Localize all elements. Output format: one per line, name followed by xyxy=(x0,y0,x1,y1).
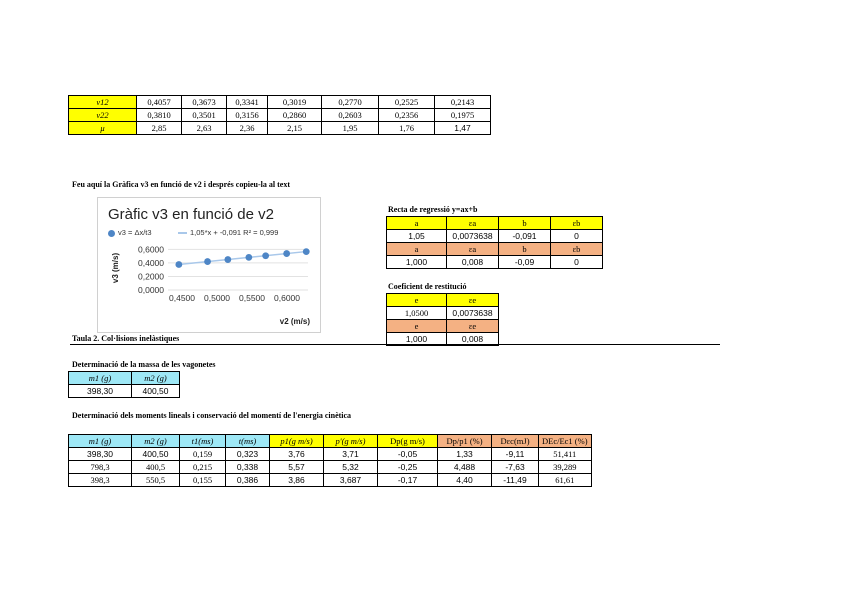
table-cell[interactable]: 0,2356 xyxy=(379,109,435,122)
mass-table xyxy=(68,371,180,398)
table-cell[interactable]: 0,3673 xyxy=(182,96,227,109)
table-cell[interactable]: 0,3019 xyxy=(268,96,322,109)
table-cell[interactable]: 0,2143 xyxy=(435,96,491,109)
table-row xyxy=(387,230,603,243)
column-header: t(ms) xyxy=(226,435,270,448)
moments-table xyxy=(68,434,592,487)
table-row xyxy=(69,435,592,448)
column-header: e xyxy=(387,294,447,307)
table-row xyxy=(69,448,592,461)
table-row xyxy=(69,122,491,135)
column-header: b xyxy=(499,243,551,256)
table-cell[interactable]: 398,3 xyxy=(69,474,132,487)
table-cell[interactable]: 0,1975 xyxy=(435,109,491,122)
scatter-chart[interactable] xyxy=(97,197,321,333)
table-cell[interactable]: 0,159 xyxy=(180,448,226,461)
table-cell[interactable]: 400,5 xyxy=(132,461,180,474)
row-label: μ xyxy=(69,122,137,135)
data-point xyxy=(224,256,231,263)
x-tick-label: 0,5500 xyxy=(239,293,265,303)
column-header: a xyxy=(387,243,447,256)
column-header: Dεc(mJ) xyxy=(492,435,539,448)
table-cell[interactable]: 0,2603 xyxy=(322,109,379,122)
table-cell[interactable]: 1,47 xyxy=(435,122,491,135)
table-row xyxy=(387,256,603,269)
row-label: v12 xyxy=(69,96,137,109)
regression-title: Recta de regressió y=ax+b xyxy=(388,205,478,214)
table-row xyxy=(387,294,499,307)
table-cell[interactable]: 398,30 xyxy=(69,385,132,398)
column-header: Dp/p1 (%) xyxy=(438,435,492,448)
table-cell[interactable]: 2,63 xyxy=(182,122,227,135)
table-cell[interactable]: -0,09 xyxy=(499,256,551,269)
column-header: εe xyxy=(447,320,499,333)
table-cell[interactable]: 1,000 xyxy=(387,333,447,346)
column-header: εb xyxy=(551,243,603,256)
table-row xyxy=(69,372,180,385)
y-tick-label: 0,4000 xyxy=(138,257,164,268)
table-cell[interactable]: 0 xyxy=(551,230,603,243)
table-cell[interactable]: 0,2860 xyxy=(268,109,322,122)
x-tick-label: 0,5000 xyxy=(204,293,230,303)
y-tick-label: 0,0000 xyxy=(138,285,164,295)
data-point xyxy=(262,252,269,259)
table-cell[interactable]: 0,3156 xyxy=(227,109,268,122)
chart-title: Gràfic v3 en funció de v2 xyxy=(108,206,274,223)
table-cell[interactable]: 550,5 xyxy=(132,474,180,487)
column-header: εe xyxy=(447,294,499,307)
table-cell[interactable]: 3,86 xyxy=(270,474,324,487)
data-point xyxy=(204,258,211,265)
legend-series-label: v3 = Δx/t3 xyxy=(118,228,152,237)
table-cell[interactable]: 2,15 xyxy=(268,122,322,135)
table-row xyxy=(69,96,491,109)
chart-caption: Feu aquí la Gràfica v3 en funció de v2 i després copieu-la al text xyxy=(72,180,290,189)
table-cell[interactable]: 1,05 xyxy=(387,230,447,243)
table-cell[interactable]: 0,3501 xyxy=(182,109,227,122)
legend-trend-label: 1,05*x + -0,091 R² = 0,999 xyxy=(190,228,279,237)
table-cell[interactable]: 0,3810 xyxy=(137,109,182,122)
x-tick-label: 0,4500 xyxy=(169,293,195,303)
table-row xyxy=(387,307,499,320)
velocity-table xyxy=(68,95,491,135)
table-cell[interactable]: 0,4057 xyxy=(137,96,182,109)
table-cell[interactable]: 3,687 xyxy=(324,474,378,487)
column-header: m1 (g) xyxy=(69,435,132,448)
data-point xyxy=(245,254,252,261)
plot-area xyxy=(98,198,320,332)
table-cell[interactable]: 51,411 xyxy=(539,448,592,461)
column-header: DEc/Ec1 (%) xyxy=(539,435,592,448)
table-row xyxy=(387,217,603,230)
table-cell[interactable]: 400,50 xyxy=(132,448,180,461)
x-tick-label: 0,6000 xyxy=(274,293,300,303)
column-header: m2 (g) xyxy=(132,372,180,385)
table-cell[interactable]: 398,30 xyxy=(69,448,132,461)
table-cell[interactable]: 0,2770 xyxy=(322,96,379,109)
table-cell[interactable]: 1,000 xyxy=(387,256,447,269)
table-row xyxy=(69,474,592,487)
table-cell[interactable]: -0,17 xyxy=(378,474,438,487)
x-axis-label: v2 (m/s) xyxy=(279,317,310,326)
section-divider xyxy=(70,344,720,345)
column-header: εb xyxy=(551,217,603,230)
table-cell[interactable]: 1,95 xyxy=(322,122,379,135)
table-cell[interactable]: 61,61 xyxy=(539,474,592,487)
column-header: t1(ms) xyxy=(180,435,226,448)
column-header: e xyxy=(387,320,447,333)
table-cell[interactable]: -0,05 xyxy=(378,448,438,461)
table-cell[interactable]: 0,215 xyxy=(180,461,226,474)
table-cell[interactable]: -11,49 xyxy=(492,474,539,487)
table-cell[interactable]: 400,50 xyxy=(132,385,180,398)
data-point xyxy=(283,250,290,257)
row-label: v22 xyxy=(69,109,137,122)
table-cell[interactable]: 2,85 xyxy=(137,122,182,135)
table-cell[interactable]: 5,32 xyxy=(324,461,378,474)
taula2-label: Taula 2. Col·lisions inelàstiques xyxy=(72,334,180,343)
table-cell[interactable]: 0,155 xyxy=(180,474,226,487)
column-header: Dp(g m/s) xyxy=(378,435,438,448)
table-cell[interactable]: 3,71 xyxy=(324,448,378,461)
table-cell[interactable]: 0,0073638 xyxy=(447,230,499,243)
table-cell[interactable]: 1,76 xyxy=(379,122,435,135)
column-header: m1 (g) xyxy=(69,372,132,385)
table-row xyxy=(69,461,592,474)
table-cell[interactable]: -0,091 xyxy=(499,230,551,243)
table-cell[interactable]: 798,3 xyxy=(69,461,132,474)
table-cell[interactable]: 4,40 xyxy=(438,474,492,487)
table-cell[interactable]: 0,338 xyxy=(226,461,270,474)
table-cell[interactable]: 5,57 xyxy=(270,461,324,474)
table-cell[interactable]: 4,488 xyxy=(438,461,492,474)
table-cell[interactable]: 0,008 xyxy=(447,333,499,346)
table-cell[interactable]: 0,323 xyxy=(226,448,270,461)
table-cell[interactable]: 0,2525 xyxy=(379,96,435,109)
table-cell[interactable]: -0,25 xyxy=(378,461,438,474)
table-cell[interactable]: 0,386 xyxy=(226,474,270,487)
table-cell[interactable]: -7,63 xyxy=(492,461,539,474)
table-cell[interactable]: 0 xyxy=(551,256,603,269)
y-axis-label: v3 (m/s) xyxy=(111,252,120,284)
table-cell[interactable]: 0,3341 xyxy=(227,96,268,109)
restitution-title: Coeficient de restitució xyxy=(388,282,467,291)
column-header: εa xyxy=(447,217,499,230)
column-header: p'(g m/s) xyxy=(324,435,378,448)
table-cell[interactable]: -9,11 xyxy=(492,448,539,461)
table-row xyxy=(69,385,180,398)
table-cell[interactable]: 1,0500 xyxy=(387,307,447,320)
table-row xyxy=(69,109,491,122)
table-cell[interactable]: 1,33 xyxy=(438,448,492,461)
restitution-table xyxy=(386,293,499,346)
table-cell[interactable]: 3,76 xyxy=(270,448,324,461)
table-cell[interactable]: 39,289 xyxy=(539,461,592,474)
table-row xyxy=(387,320,499,333)
mass-title: Determinació de la massa de les vagonetes xyxy=(72,360,216,369)
column-header: p1(g m/s) xyxy=(270,435,324,448)
table-row xyxy=(387,243,603,256)
data-point xyxy=(303,248,310,255)
column-header: m2 (g) xyxy=(132,435,180,448)
column-header: b xyxy=(499,217,551,230)
data-point xyxy=(175,261,182,268)
table-cell[interactable]: 0,0073638 xyxy=(447,307,499,320)
table-cell[interactable]: 2,36 xyxy=(227,122,268,135)
y-tick-label: 0,6000 xyxy=(138,244,164,255)
column-header: a xyxy=(387,217,447,230)
table-cell[interactable]: 0,008 xyxy=(447,256,499,269)
moments-title: Determinació dels moments lineals i conservació del momentí de l'energia cinètica xyxy=(72,411,352,420)
regression-table xyxy=(386,216,603,269)
column-header: εa xyxy=(447,243,499,256)
y-tick-label: 0,2000 xyxy=(138,271,164,282)
